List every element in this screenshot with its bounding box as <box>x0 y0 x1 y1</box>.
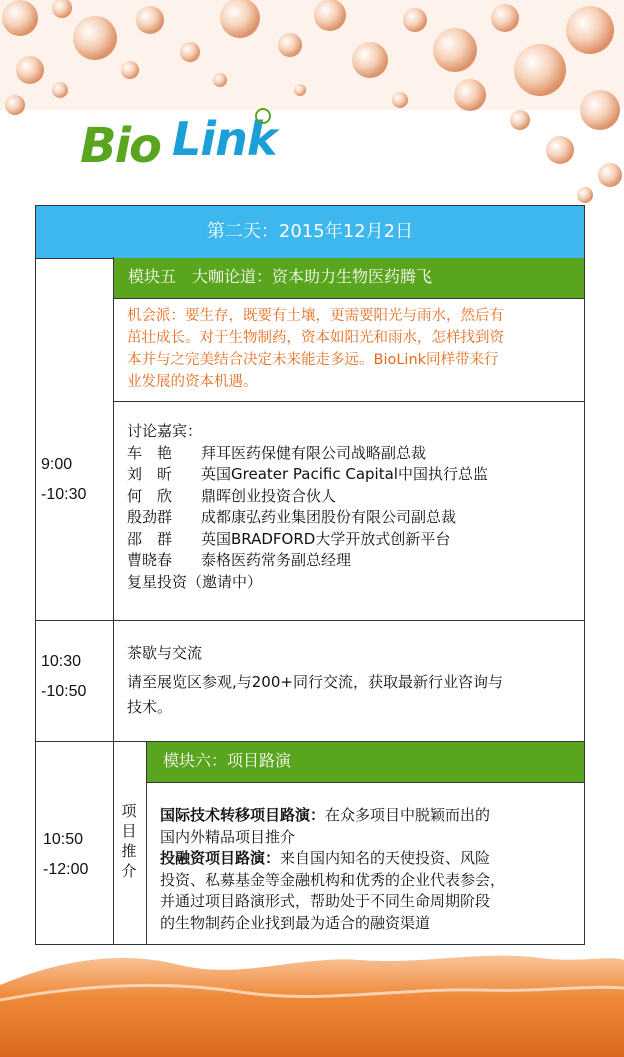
session1-time-end: -10:30 <box>41 486 87 503</box>
intro-line: 业发展的资本机遇。 <box>127 374 258 390</box>
module6-divider <box>147 782 584 783</box>
module5-title: 模块五 大咖论道：资本助力生物医药腾飞 <box>114 258 584 298</box>
speakers-label: 讨论嘉宾： <box>127 422 203 440</box>
side-label-char: 目 <box>121 822 137 840</box>
module6-title: 模块六：项目路演 <box>147 742 584 782</box>
speaker-row <box>127 550 577 572</box>
module5-intro <box>127 305 577 393</box>
logo-link-text: Link <box>172 112 277 166</box>
speaker-row <box>127 507 577 529</box>
speaker-name: 车 艳 <box>127 443 173 462</box>
speaker-row <box>127 529 577 551</box>
intro-line: 本并与之完美结合决定未来能走多远。BioLink同样带来行 <box>127 352 499 368</box>
speaker-name: 殷劲群 <box>127 508 173 526</box>
roadshow-item2-text: 来自国内知名的天使投资、风险 <box>280 849 491 867</box>
speaker-name: 刘 昕 <box>127 465 173 483</box>
side-label <box>119 801 139 881</box>
speaker-role: 鼎晖创业投资合伙人 <box>201 486 337 505</box>
speaker-name: 何 欣 <box>127 486 173 505</box>
day-header: 第二天：2015年12月2日 <box>35 205 585 259</box>
roadshow-item1-title: 国际技术转移项目路演： <box>160 806 326 824</box>
logo-dot <box>255 108 271 124</box>
speaker-role: 泰格医药常务副总经理 <box>201 551 352 569</box>
table-border-right <box>584 257 585 945</box>
side-label-char: 推 <box>121 842 137 860</box>
session3-time-start: 10:50 <box>43 831 84 848</box>
roadshow-item2-text: 投资、私募基金等金融机构和优秀的企业代表参会， <box>160 870 506 889</box>
logo-bio-text: Bio <box>80 118 161 174</box>
roadshow-item2-text: 并通过项目路演形式，帮助处于不同生命周期阶段 <box>160 892 491 910</box>
roadshow-item1-text: 在众多项目中脱颖而出的 <box>325 806 491 824</box>
session3-time-end: -12:00 <box>43 861 89 878</box>
table-border-left <box>35 257 36 945</box>
tea-break-desc-line: 技术。 <box>127 698 173 716</box>
roadshow-item2-title: 投融资项目路演： <box>160 849 281 867</box>
time-column-divider <box>113 257 114 945</box>
session3-time <box>43 825 88 885</box>
roadshow-item1-text: 国内外精品项目推介 <box>160 827 296 846</box>
biolink-logo <box>80 112 290 182</box>
speaker-row <box>127 486 577 508</box>
session2-time-start: 10:30 <box>41 653 82 670</box>
module5-divider <box>114 298 584 299</box>
roadshow-item1 <box>160 805 580 827</box>
session2-time-end: -10:50 <box>41 683 87 700</box>
session1-bottom-divider <box>35 620 585 621</box>
session1-time-start: 9:00 <box>41 456 73 473</box>
schedule-table <box>35 205 585 945</box>
speaker-role: 成都康弘药业集团股份有限公司副总裁 <box>201 508 457 526</box>
intro-line: 机会派：要生存，既要有土壤，更需要阳光与雨水，然后有 <box>127 308 504 324</box>
tea-break-desc-line: 请至展览区参观,与200+同行交流，获取最新行业咨询与 <box>127 673 503 691</box>
speaker-row <box>127 464 577 486</box>
side-label-char: 项 <box>121 802 137 820</box>
side-label-char: 介 <box>121 862 137 880</box>
speaker-name: 复星投资（邀请中） <box>127 572 263 591</box>
speaker-name: 曹晓春 <box>127 551 173 569</box>
intro-line: 茁壮成长。对于生物制药，资本如阳光和雨水，怎样找到资 <box>127 330 504 346</box>
speaker-role: 拜耳医药保健有限公司战略副总裁 <box>201 443 427 462</box>
liquid-wave-decoration <box>0 930 624 1057</box>
roadshow-description <box>160 805 580 934</box>
speaker-role: 英国Greater Pacific Capital中国执行总监 <box>201 465 488 483</box>
tea-break <box>127 641 577 720</box>
intro-divider <box>114 401 584 402</box>
speakers-list <box>127 421 577 593</box>
session1-time <box>41 450 86 510</box>
roadshow-item2-text: 的生物制药企业找到最为适合的融资渠道 <box>160 913 431 932</box>
session2-time <box>41 647 86 707</box>
speaker-row <box>127 443 577 465</box>
tea-break-title: 茶歇与交流 <box>127 644 203 662</box>
speaker-name: 邵 群 <box>127 529 173 548</box>
speaker-role: 英国BRADFORD大学开放式创新平台 <box>201 529 451 548</box>
roadshow-item2 <box>160 848 580 870</box>
